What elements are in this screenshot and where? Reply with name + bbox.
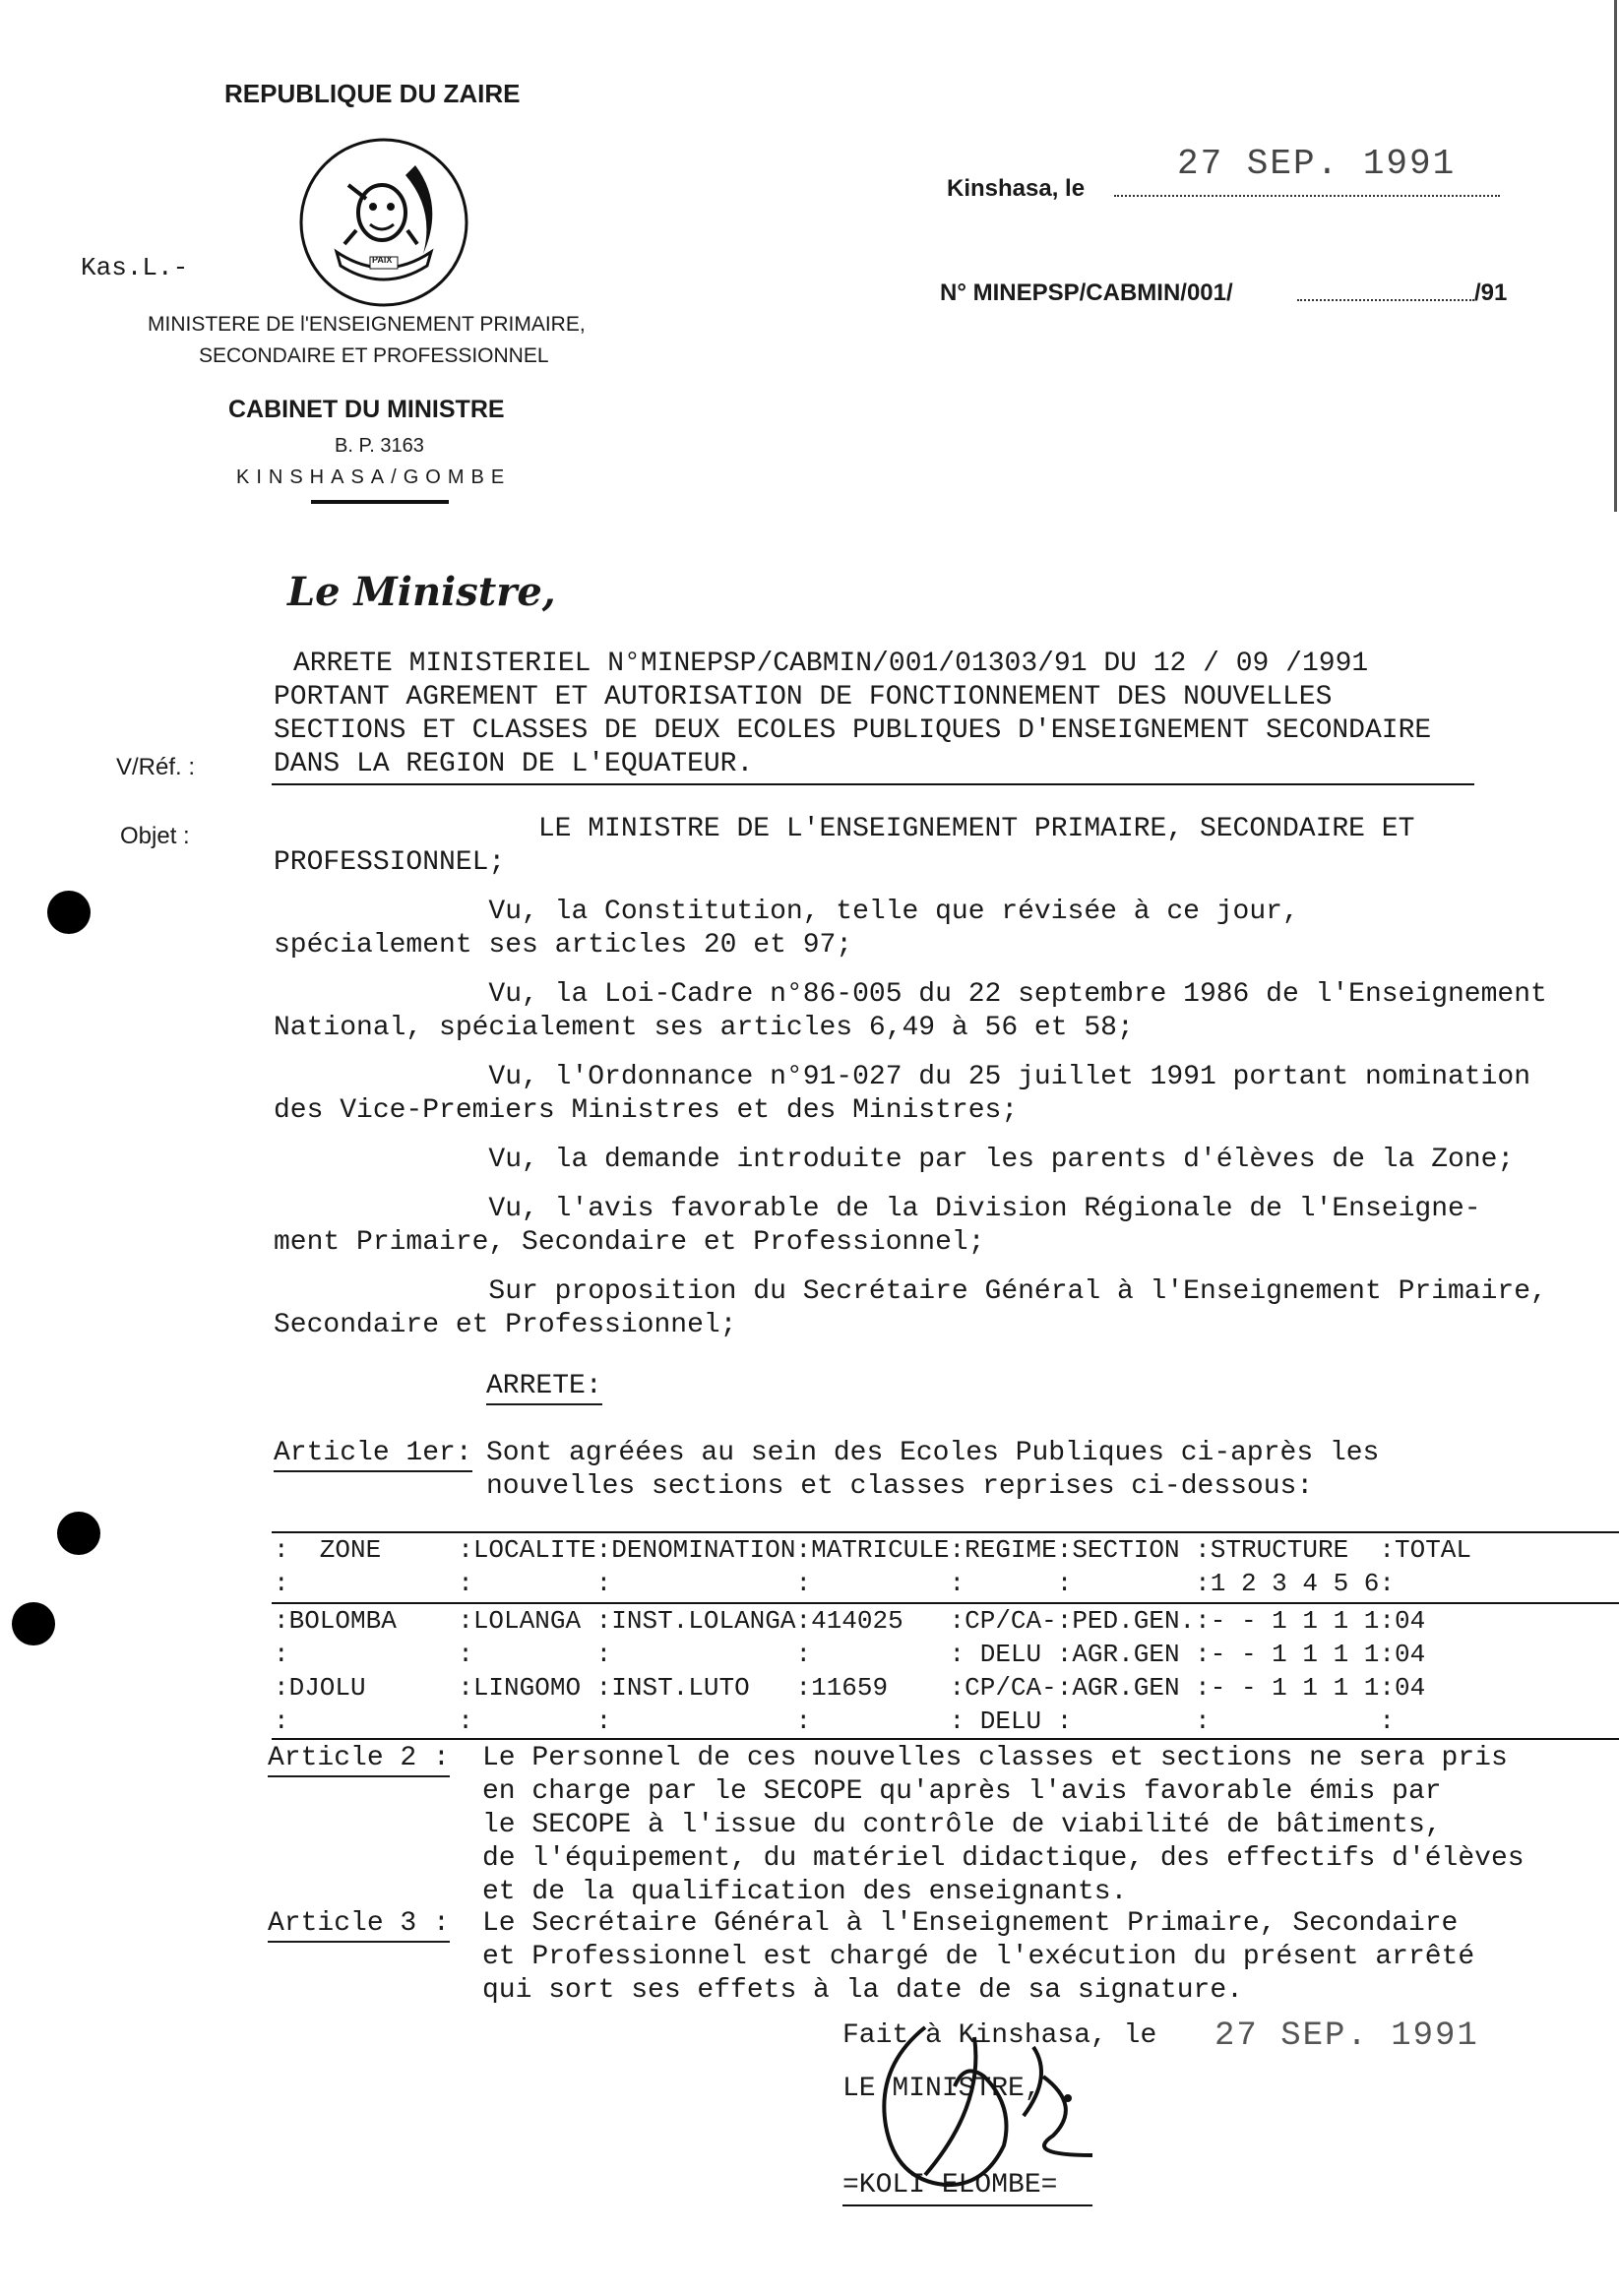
signature-title: LE MINISTRE, (842, 2074, 1041, 2104)
punch-hole-icon (57, 1512, 100, 1555)
table-header-row-1: : ZONE :LOCALITE:DENOMINATION:MATRICULE:REGIME:SECTION :STRUCTURE :TOTAL (274, 1535, 1471, 1565)
date-dotted-line (1114, 195, 1500, 197)
preamble-minister: LE MINISTRE DE L'ENSEIGNEMENT PRIMAIRE, SECONDAIRE ET PROFESSIONNEL; (274, 814, 1415, 878)
arrete-title-line-1: ARRETE MINISTERIEL N°MINEPSP/CABMIN/001/01303/91 DU 12 / 09 /1991 (293, 649, 1369, 679)
article-3-label: Article 3 : (268, 1907, 450, 1943)
preamble-avis: Vu, l'avis favorable de la Division Régionale de l'Enseigne- ment Primaire, Secondaire et Professionnel; (274, 1194, 1481, 1258)
minister-heading: Le Ministre, (287, 569, 556, 615)
table-row: :BOLOMBA :LOLANGA :INST.LOLANGA:414025 :CP/CA-:PED.GEN.:- - 1 1 1 1:04 (274, 1606, 1426, 1636)
table-row: : : : : : DELU :AGR.GEN :- - 1 1 1 1:04 (274, 1640, 1426, 1669)
arrete-title-line-4: DANS LA REGION DE L'EQUATEUR. (274, 749, 754, 779)
signature-place-date: Fait à Kinshasa, le (842, 2020, 1157, 2051)
postal-box: B. P. 3163 (335, 435, 424, 457)
preamble-loi-cadre: Vu, la Loi-Cadre n°86-005 du 22 septembre 1986 de l'Enseignement National, spécialement ses articles 6,49 à 56 et 58; (274, 979, 1547, 1043)
article-2-label: Article 2 : (268, 1742, 450, 1777)
document-number-suffix: /91 (1474, 279, 1508, 306)
ministry-line-1: MINISTERE DE l'ENSEIGNEMENT PRIMAIRE, (148, 313, 586, 336)
arrete-title-line-3: SECTIONS ET CLASSES DE DEUX ECOLES PUBLIQUES D'ENSEIGNEMENT SECONDAIRE (274, 715, 1432, 746)
letterhead-divider (311, 500, 449, 504)
table-bottom-rule (272, 1738, 1619, 1740)
punch-hole-icon (47, 891, 91, 934)
preamble-ordonnance: Vu, l'Ordonnance n°91-027 du 25 juillet 1991 portant nomination des Vice-Premiers Ministres et des Ministres; (274, 1062, 1531, 1126)
arrete-label: ARRETE: (486, 1370, 602, 1405)
table-header-row-2: : : : : : : :1 2 3 4 5 6: (274, 1569, 1395, 1598)
ministry-line-2: SECONDAIRE ET PROFESSIONNEL (199, 344, 549, 367)
article-3-text: Le Secrétaire Général à l'Enseignement Primaire, Secondaire et Professionnel est chargé de l'exécution du présent arrêté qui sort ses effets à la date de sa signature. (482, 1908, 1475, 2006)
republic-title: REPUBLIQUE DU ZAIRE (224, 79, 521, 108)
objet-label: Objet : (120, 823, 190, 849)
coat-of-arms-icon (297, 136, 470, 309)
number-dotted-line (1297, 299, 1474, 301)
article-1-text: Sont agréées au sein des Ecoles Publiques ci-après les nouvelles sections et classes reprises ci-dessous: (486, 1438, 1380, 1502)
date-stamp: 27 SEP. 1991 (1177, 144, 1457, 184)
preamble-demande: Vu, la demande introduite par les parents d'élèves de la Zone; (274, 1145, 1515, 1175)
article-1-label: Article 1er: (274, 1437, 472, 1472)
city-address: KINSHASA/GOMBE (236, 466, 512, 488)
date-label: Kinshasa, le (947, 175, 1086, 202)
vref-label: V/Réf. : (116, 754, 196, 780)
table-row: :DJOLU :LINGOMO :INST.LUTO :11659 :CP/CA-:AGR.GEN :- - 1 1 1 1:04 (274, 1673, 1426, 1703)
signatory-name: =KOLI ELOMBE= (842, 2170, 1058, 2201)
cabinet-title: CABINET DU MINISTRE (228, 396, 505, 423)
title-underline (272, 783, 1474, 785)
punch-hole-icon (12, 1602, 55, 1645)
signature-name-underline (842, 2204, 1092, 2206)
preamble-constitution: Vu, la Constitution, telle que révisée à ce jour, spécialement ses articles 20 et 97; (274, 897, 1299, 961)
page-edge-line (1614, 0, 1617, 512)
reference-code: Kas.L.- (81, 253, 189, 282)
arrete-title-line-2: PORTANT AGREMENT ET AUTORISATION DE FONCTIONNEMENT DES NOUVELLES (274, 682, 1333, 713)
seal-motto: PAIX (372, 255, 393, 265)
article-2-text: Le Personnel de ces nouvelles classes et sections ne sera pris en charge par le SECOPE qu'après l'avis favorable émis par le SECOPE à l'issue du contrôle de viabilité de bâtiments, de l'équipement, du matériel didactique, des effectifs d'élèves et de la qualification des enseignants. (482, 1743, 1525, 1907)
preamble-proposition: Sur proposition du Secrétaire Général à l'Enseignement Primaire, Secondaire et Professionnel; (274, 1276, 1547, 1340)
document-number-prefix: N° MINEPSP/CABMIN/001/ (940, 279, 1233, 306)
table-row: : : : : : DELU : : : (274, 1706, 1395, 1736)
signature-date-stamp: 27 SEP. 1991 (1214, 2017, 1479, 2055)
handwritten-signature-icon (866, 2008, 1112, 2195)
